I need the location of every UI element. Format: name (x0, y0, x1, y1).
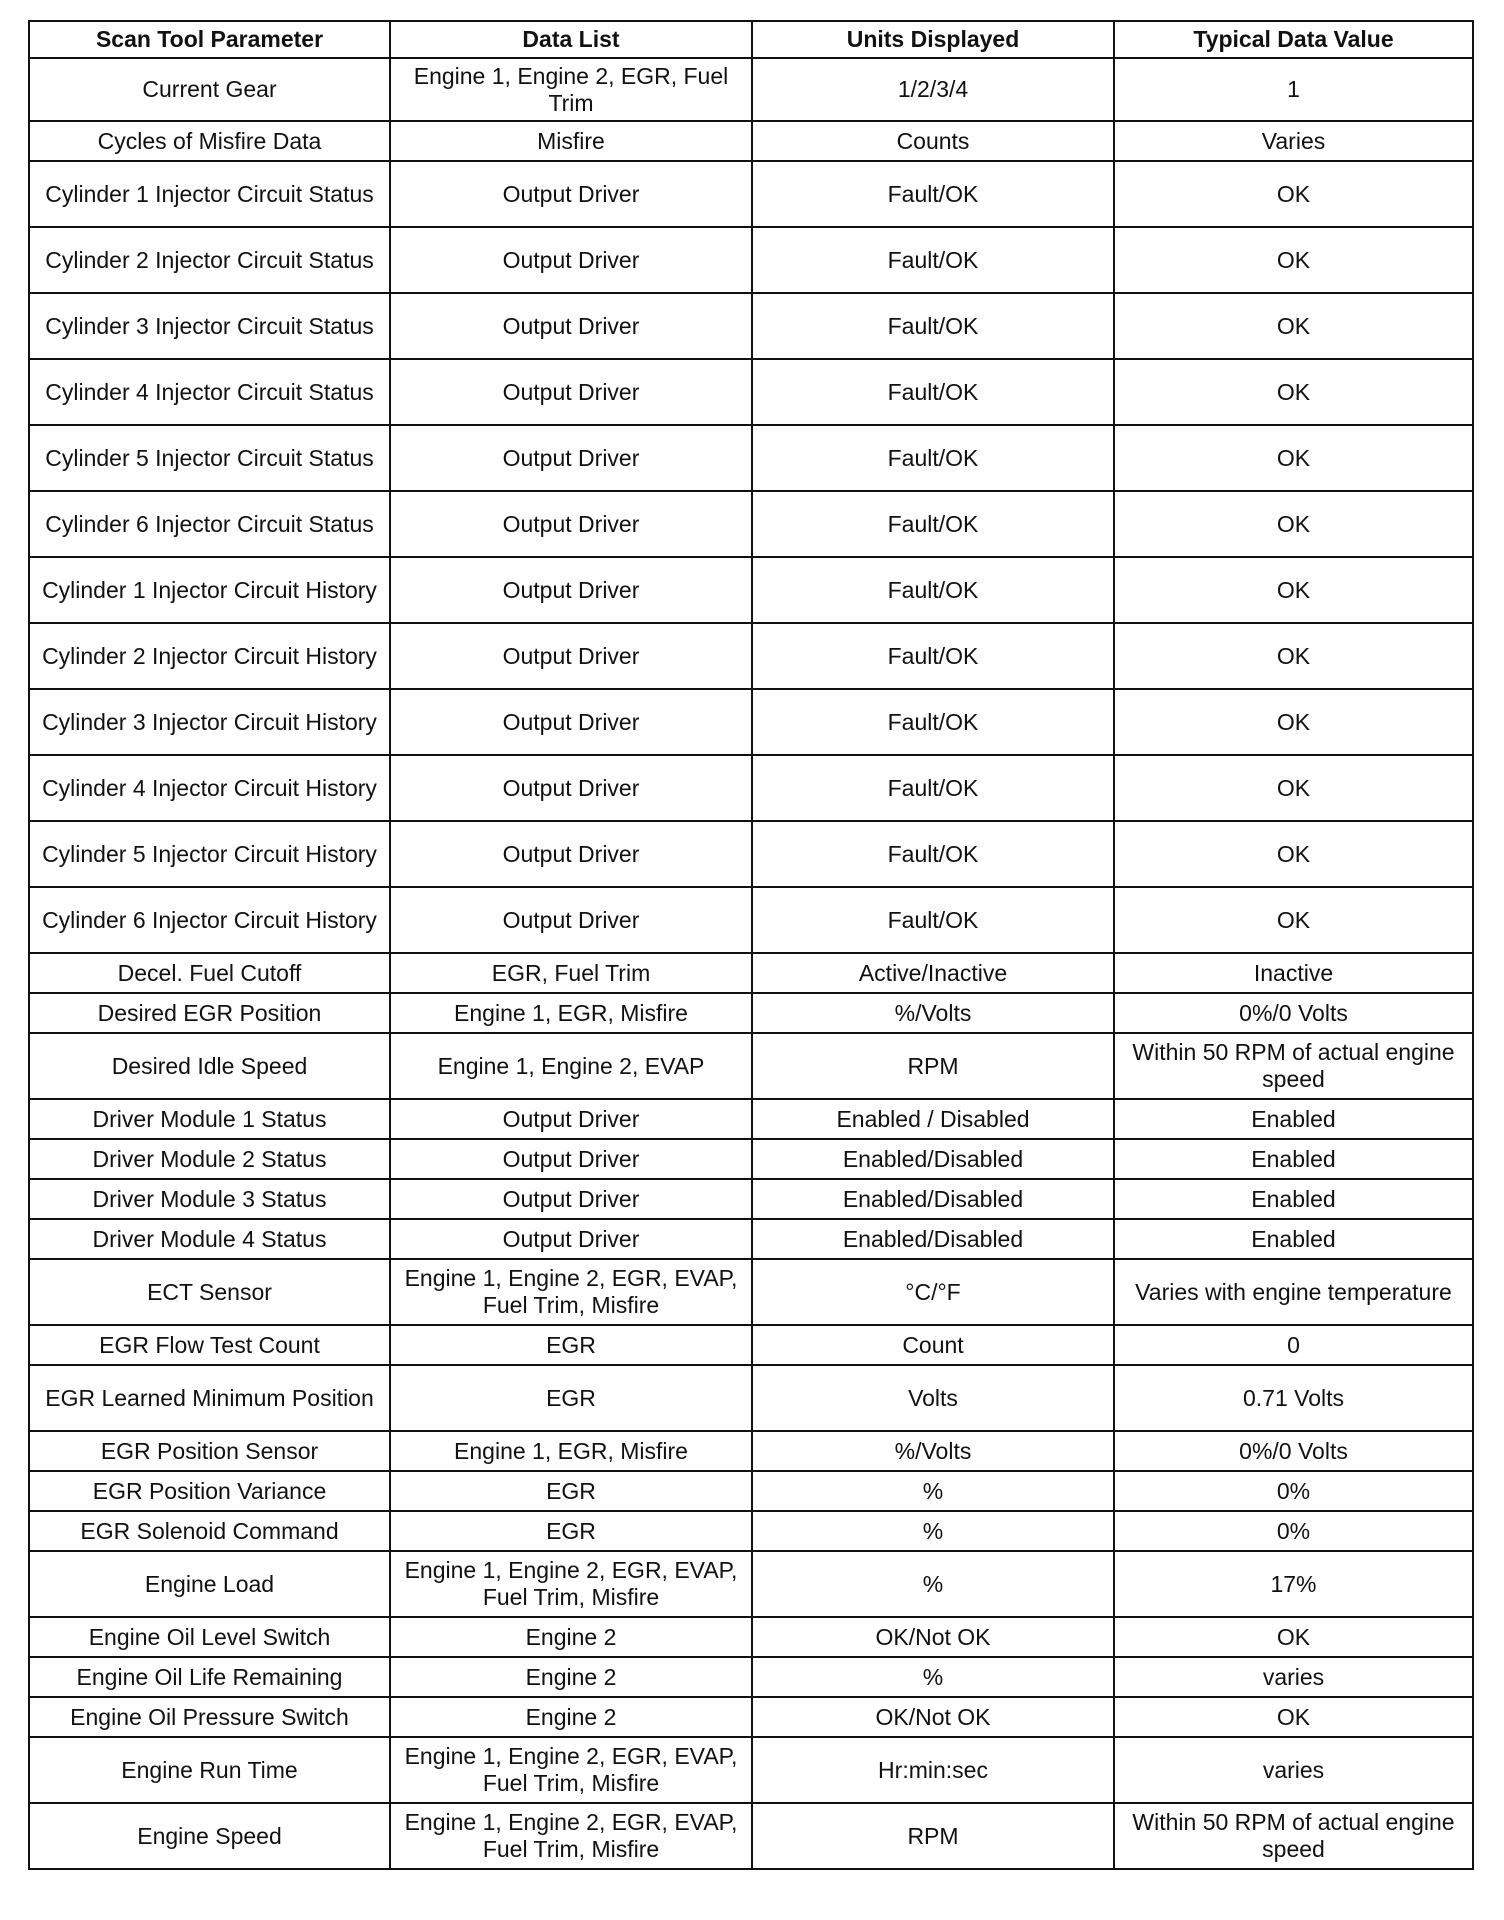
units-cell: 1/2/3/4 (752, 58, 1114, 121)
header-scan-tool-parameter: Scan Tool Parameter (29, 21, 390, 58)
data-list-cell: Output Driver (390, 359, 752, 425)
table-row (29, 227, 1473, 293)
data-list-cell: Misfire (390, 121, 752, 161)
parameter-cell: Cylinder 5 Injector Circuit History (29, 821, 390, 887)
units-cell: Fault/OK (752, 359, 1114, 425)
data-list-cell: EGR, Fuel Trim (390, 953, 752, 993)
table-row (29, 1139, 1473, 1179)
units-cell: %/Volts (752, 993, 1114, 1033)
parameter-cell: ECT Sensor (29, 1259, 390, 1325)
data-list-cell: Output Driver (390, 623, 752, 689)
data-list-cell: EGR (390, 1471, 752, 1511)
typical-value-cell: Enabled (1114, 1139, 1473, 1179)
parameter-cell: Current Gear (29, 58, 390, 121)
parameter-cell: Cylinder 4 Injector Circuit Status (29, 359, 390, 425)
parameter-cell: Cylinder 2 Injector Circuit Status (29, 227, 390, 293)
typical-value-cell: OK (1114, 887, 1473, 953)
typical-value-cell: Inactive (1114, 953, 1473, 993)
units-cell: Fault/OK (752, 557, 1114, 623)
units-cell: Fault/OK (752, 623, 1114, 689)
table-row (29, 1365, 1473, 1431)
parameter-cell: Engine Run Time (29, 1737, 390, 1803)
parameter-cell: Cycles of Misfire Data (29, 121, 390, 161)
units-cell: OK/Not OK (752, 1617, 1114, 1657)
units-cell: Hr:min:sec (752, 1737, 1114, 1803)
units-cell: Enabled/Disabled (752, 1179, 1114, 1219)
parameter-cell: Cylinder 3 Injector Circuit History (29, 689, 390, 755)
table-row (29, 993, 1473, 1033)
parameter-cell: Cylinder 2 Injector Circuit History (29, 623, 390, 689)
units-cell: Enabled/Disabled (752, 1139, 1114, 1179)
parameter-cell: EGR Solenoid Command (29, 1511, 390, 1551)
table-row (29, 1471, 1473, 1511)
typical-value-cell: Varies (1114, 121, 1473, 161)
data-list-cell: Output Driver (390, 293, 752, 359)
parameter-cell: Cylinder 5 Injector Circuit Status (29, 425, 390, 491)
typical-value-cell: 0% (1114, 1471, 1473, 1511)
units-cell: Counts (752, 121, 1114, 161)
parameter-cell: Desired EGR Position (29, 993, 390, 1033)
table-row (29, 1737, 1473, 1803)
parameter-cell: EGR Position Variance (29, 1471, 390, 1511)
units-cell: Fault/OK (752, 821, 1114, 887)
table-row (29, 491, 1473, 557)
typical-value-cell: 0% (1114, 1511, 1473, 1551)
units-cell: % (752, 1657, 1114, 1697)
data-list-cell: Engine 2 (390, 1617, 752, 1657)
data-list-cell: Engine 1, Engine 2, EGR, EVAP, Fuel Trim, Misfire (390, 1737, 752, 1803)
data-list-cell: Output Driver (390, 1139, 752, 1179)
parameter-cell: Cylinder 3 Injector Circuit Status (29, 293, 390, 359)
typical-value-cell: varies (1114, 1657, 1473, 1697)
table-row (29, 623, 1473, 689)
table-row (29, 161, 1473, 227)
data-list-cell: Output Driver (390, 491, 752, 557)
typical-value-cell: Enabled (1114, 1099, 1473, 1139)
units-cell: Fault/OK (752, 425, 1114, 491)
typical-value-cell: OK (1114, 293, 1473, 359)
units-cell: Fault/OK (752, 887, 1114, 953)
typical-value-cell: Within 50 RPM of actual engine speed (1114, 1803, 1473, 1869)
parameter-cell: Driver Module 4 Status (29, 1219, 390, 1259)
typical-value-cell: 17% (1114, 1551, 1473, 1617)
units-cell: Fault/OK (752, 161, 1114, 227)
table-header (29, 21, 1473, 58)
table-row (29, 755, 1473, 821)
table-row (29, 689, 1473, 755)
data-list-cell: Output Driver (390, 425, 752, 491)
table-row (29, 1803, 1473, 1869)
units-cell: OK/Not OK (752, 1697, 1114, 1737)
typical-value-cell: OK (1114, 821, 1473, 887)
units-cell: Active/Inactive (752, 953, 1114, 993)
table-row (29, 1179, 1473, 1219)
typical-value-cell: OK (1114, 623, 1473, 689)
data-list-cell: Engine 1, Engine 2, EGR, EVAP, Fuel Trim, Misfire (390, 1259, 752, 1325)
parameter-cell: Cylinder 6 Injector Circuit History (29, 887, 390, 953)
table-row (29, 293, 1473, 359)
parameter-cell: Desired Idle Speed (29, 1033, 390, 1099)
table-row (29, 1219, 1473, 1259)
typical-value-cell: OK (1114, 161, 1473, 227)
units-cell: % (752, 1511, 1114, 1551)
parameter-cell: EGR Position Sensor (29, 1431, 390, 1471)
parameter-cell: EGR Learned Minimum Position (29, 1365, 390, 1431)
typical-value-cell: OK (1114, 425, 1473, 491)
units-cell: %/Volts (752, 1431, 1114, 1471)
table-row (29, 1511, 1473, 1551)
units-cell: Count (752, 1325, 1114, 1365)
parameter-cell: Cylinder 1 Injector Circuit Status (29, 161, 390, 227)
data-list-cell: Output Driver (390, 887, 752, 953)
data-list-cell: Output Driver (390, 1219, 752, 1259)
table-row (29, 821, 1473, 887)
typical-value-cell: OK (1114, 689, 1473, 755)
units-cell: Fault/OK (752, 491, 1114, 557)
data-list-cell: Output Driver (390, 1179, 752, 1219)
typical-value-cell: OK (1114, 755, 1473, 821)
units-cell: Enabled / Disabled (752, 1099, 1114, 1139)
data-list-cell: Output Driver (390, 161, 752, 227)
typical-value-cell: OK (1114, 227, 1473, 293)
parameter-cell: Driver Module 2 Status (29, 1139, 390, 1179)
units-cell: RPM (752, 1033, 1114, 1099)
units-cell: Enabled/Disabled (752, 1219, 1114, 1259)
header-row (29, 21, 1473, 58)
typical-value-cell: Enabled (1114, 1179, 1473, 1219)
parameter-cell: Decel. Fuel Cutoff (29, 953, 390, 993)
data-list-cell: Output Driver (390, 557, 752, 623)
table-row (29, 887, 1473, 953)
units-cell: % (752, 1551, 1114, 1617)
parameter-cell: Cylinder 6 Injector Circuit Status (29, 491, 390, 557)
typical-value-cell: Within 50 RPM of actual engine speed (1114, 1033, 1473, 1099)
header-units-displayed: Units Displayed (752, 21, 1114, 58)
units-cell: Fault/OK (752, 293, 1114, 359)
table-row (29, 1431, 1473, 1471)
units-cell: % (752, 1471, 1114, 1511)
data-list-cell: Engine 1, Engine 2, EGR, EVAP, Fuel Trim, Misfire (390, 1803, 752, 1869)
units-cell: °C/°F (752, 1259, 1114, 1325)
table-row (29, 557, 1473, 623)
typical-value-cell: 0%/0 Volts (1114, 1431, 1473, 1471)
units-cell: Volts (752, 1365, 1114, 1431)
parameter-cell: Engine Oil Life Remaining (29, 1657, 390, 1697)
typical-value-cell: OK (1114, 557, 1473, 623)
parameter-cell: EGR Flow Test Count (29, 1325, 390, 1365)
data-list-cell: Engine 2 (390, 1697, 752, 1737)
parameter-cell: Engine Oil Level Switch (29, 1617, 390, 1657)
units-cell: Fault/OK (752, 227, 1114, 293)
typical-value-cell: varies (1114, 1737, 1473, 1803)
parameter-cell: Driver Module 3 Status (29, 1179, 390, 1219)
parameter-cell: Driver Module 1 Status (29, 1099, 390, 1139)
table-row (29, 1697, 1473, 1737)
table-body (29, 58, 1473, 1869)
header-typical-data-value: Typical Data Value (1114, 21, 1473, 58)
data-list-cell: Engine 1, Engine 2, EVAP (390, 1033, 752, 1099)
table-row (29, 58, 1473, 121)
data-list-cell: Output Driver (390, 755, 752, 821)
parameter-cell: Engine Load (29, 1551, 390, 1617)
typical-value-cell: OK (1114, 491, 1473, 557)
typical-value-cell: 0%/0 Volts (1114, 993, 1473, 1033)
table-row (29, 1325, 1473, 1365)
data-list-cell: Output Driver (390, 821, 752, 887)
data-list-cell: Engine 2 (390, 1657, 752, 1697)
units-cell: RPM (752, 1803, 1114, 1869)
typical-value-cell: 0 (1114, 1325, 1473, 1365)
units-cell: Fault/OK (752, 689, 1114, 755)
table-row (29, 953, 1473, 993)
data-list-cell: Output Driver (390, 1099, 752, 1139)
data-list-cell: Engine 1, Engine 2, EGR, EVAP, Fuel Trim, Misfire (390, 1551, 752, 1617)
table-row (29, 1551, 1473, 1617)
data-list-cell: EGR (390, 1511, 752, 1551)
typical-value-cell: Enabled (1114, 1219, 1473, 1259)
typical-value-cell: OK (1114, 1617, 1473, 1657)
data-list-cell: Output Driver (390, 689, 752, 755)
typical-value-cell: 0.71 Volts (1114, 1365, 1473, 1431)
table-row (29, 1099, 1473, 1139)
parameter-cell: Engine Oil Pressure Switch (29, 1697, 390, 1737)
parameter-cell: Cylinder 1 Injector Circuit History (29, 557, 390, 623)
data-list-cell: EGR (390, 1365, 752, 1431)
units-cell: Fault/OK (752, 755, 1114, 821)
typical-value-cell: OK (1114, 1697, 1473, 1737)
table-row (29, 1033, 1473, 1099)
table-row (29, 1259, 1473, 1325)
table-row (29, 425, 1473, 491)
data-list-cell: Engine 1, EGR, Misfire (390, 993, 752, 1033)
table-row (29, 121, 1473, 161)
data-list-cell: Output Driver (390, 227, 752, 293)
data-list-cell: EGR (390, 1325, 752, 1365)
parameter-cell: Engine Speed (29, 1803, 390, 1869)
parameter-cell: Cylinder 4 Injector Circuit History (29, 755, 390, 821)
typical-value-cell: 1 (1114, 58, 1473, 121)
data-list-cell: Engine 1, EGR, Misfire (390, 1431, 752, 1471)
table-row (29, 1617, 1473, 1657)
scan-tool-data-table (28, 20, 1474, 1870)
typical-value-cell: OK (1114, 359, 1473, 425)
header-data-list: Data List (390, 21, 752, 58)
table-row (29, 1657, 1473, 1697)
data-list-cell: Engine 1, Engine 2, EGR, Fuel Trim (390, 58, 752, 121)
typical-value-cell: Varies with engine temperature (1114, 1259, 1473, 1325)
table-row (29, 359, 1473, 425)
